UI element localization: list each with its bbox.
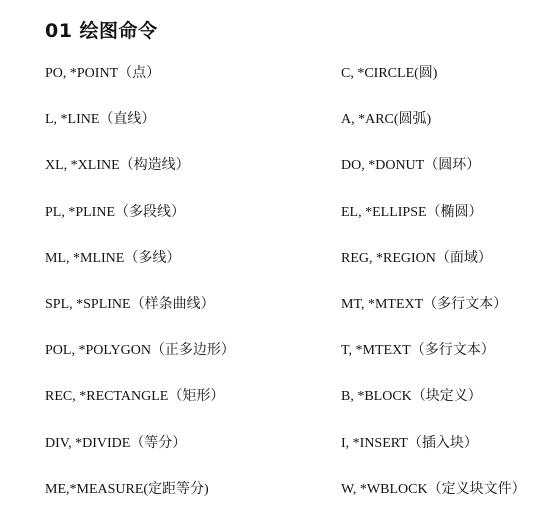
command-entry: EL, *ELLIPSE（椭圆） bbox=[341, 204, 483, 220]
command-entry: XL, *XLINE（构造线） bbox=[45, 158, 190, 174]
command-row bbox=[45, 432, 545, 478]
command-entry: POL, *POLYGON（正多边形） bbox=[45, 343, 235, 359]
command-entry: B, *BLOCK（块定义） bbox=[341, 389, 482, 405]
command-entry: PO, *POINT（点） bbox=[45, 66, 161, 81]
command-entry: ML, *MLINE（多线） bbox=[45, 250, 181, 266]
command-row bbox=[45, 201, 545, 247]
command-entry: T, *MTEXT（多行文本） bbox=[341, 343, 495, 359]
command-entry: REC, *RECTANGLE（矩形） bbox=[45, 389, 225, 405]
command-entry: W, *WBLOCK（定义块文件） bbox=[341, 481, 526, 497]
command-entry: SPL, *SPLINE（样条曲线） bbox=[45, 296, 215, 312]
section-heading: 01 绘图命令 bbox=[45, 20, 158, 42]
command-row bbox=[45, 247, 545, 293]
command-entry: REG, *REGION（面域） bbox=[341, 250, 492, 266]
command-row bbox=[45, 293, 545, 339]
command-entry: DIV, *DIVIDE（等分） bbox=[45, 435, 187, 451]
command-entry: A, *ARC(圆弧) bbox=[341, 112, 432, 128]
command-entry: C, *CIRCLE(圆) bbox=[341, 66, 438, 81]
command-entry: ME,*MEASURE(定距等分) bbox=[45, 481, 209, 497]
command-row bbox=[45, 478, 545, 524]
command-entry: PL, *PLINE（多段线） bbox=[45, 204, 185, 220]
command-row bbox=[45, 385, 545, 431]
command-entry: DO, *DONUT（圆环） bbox=[341, 158, 481, 174]
command-list bbox=[45, 62, 545, 524]
command-row bbox=[45, 62, 545, 108]
command-row bbox=[45, 154, 545, 200]
command-row bbox=[45, 339, 545, 385]
command-entry: MT, *MTEXT（多行文本） bbox=[341, 296, 508, 312]
command-entry: L, *LINE（直线） bbox=[45, 112, 156, 128]
command-row bbox=[45, 108, 545, 154]
command-entry: I, *INSERT（插入块） bbox=[341, 435, 478, 451]
